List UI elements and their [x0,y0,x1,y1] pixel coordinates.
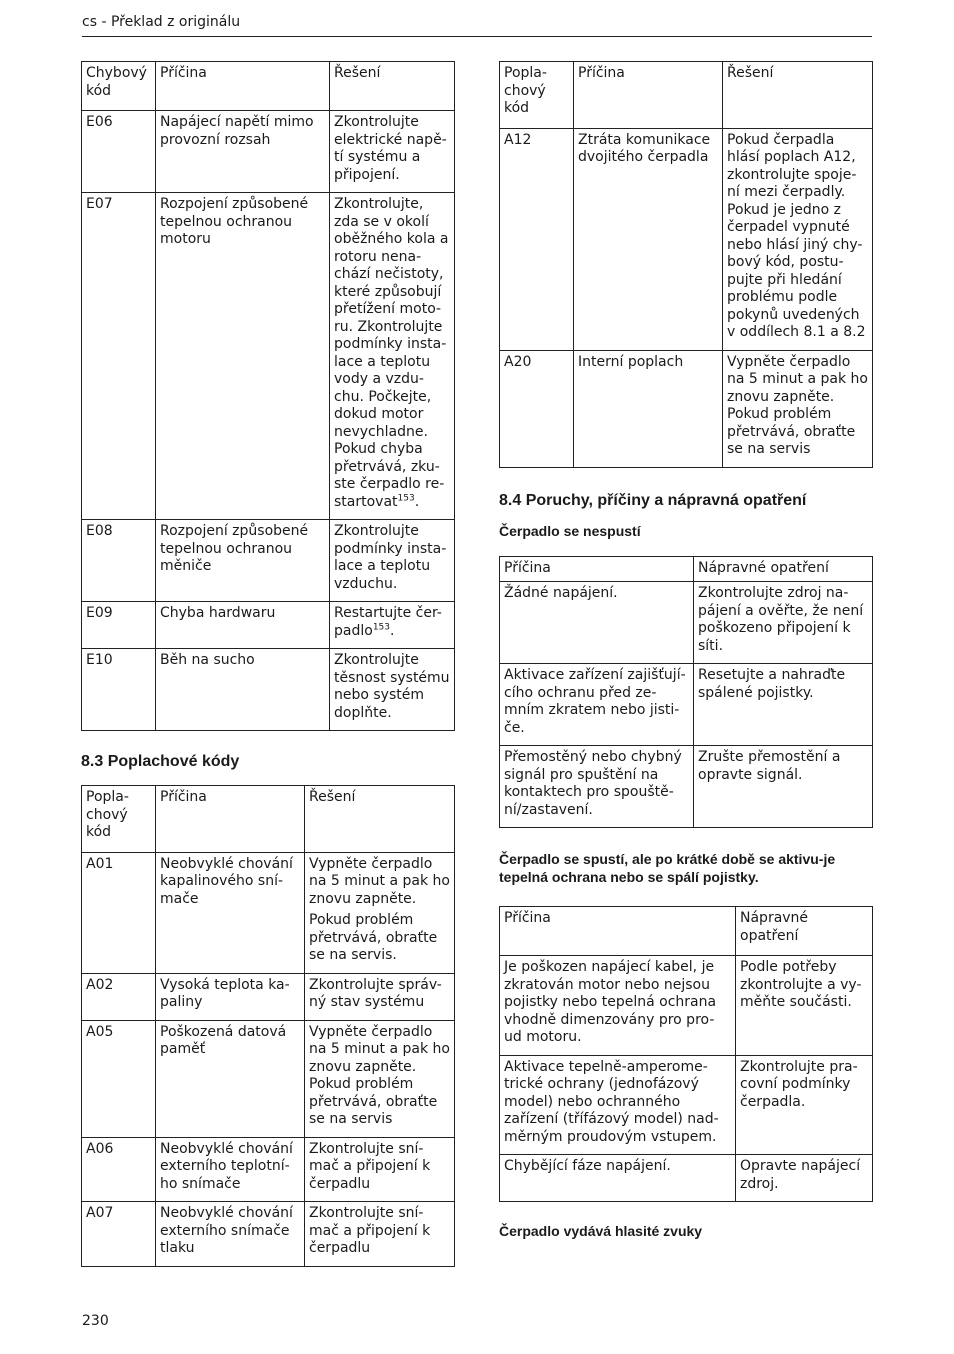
table-header-row [82,786,455,853]
error-code: E10 [82,649,156,731]
table-row [82,602,455,649]
alarm-solution: Zkontrolujte sní-mač a připojení k čerpadlu [305,1202,455,1267]
table-row [500,1055,873,1155]
alarm-code: A01 [82,852,156,973]
header-cause: Příčina [156,786,305,853]
table-row [82,1137,455,1202]
error-cause: Rozpojení způsobené tepelnou ochranou motoru [156,193,330,520]
table-row [500,956,873,1056]
fault-remedy: Zkontrolujte zdroj na-pájení a ověřte, že není poškozeno připojení k síti. [694,582,873,664]
error-code-table [81,61,455,731]
alarm-code: A06 [82,1137,156,1202]
table-row [500,746,873,828]
solution-paragraph: Vypněte čerpadlo na 5 minut a pak ho znovu zapněte. [309,855,450,907]
alarm-solution: Pokud čerpadla hlásí poplach A12, zkontrolujte spoje-ní mezi čerpadly. Pokud je jedno z čerpadel vypnuté nebo hlásí jiný chy-bový kód, postu-pujte při hledání problému podle pokynů uvedených v oddílech 8.1 a 8.2 [723,128,873,350]
subheading-pump-starts-then-trips: Čerpadlo se spustí, ale po krátké době se aktivu-je tepelná ochrana nebo se spálí pojistky. [499,851,836,885]
alarm-code-table [81,785,455,1267]
table-row [500,664,873,746]
table-row [500,582,873,664]
table-row [82,973,455,1020]
section-title-8-3: 8.3 Poplachové kódy [81,753,240,770]
header-code: Popla-chový kód [82,786,156,853]
page-number: 230 [82,1313,109,1329]
fault-remedy: Zrušte přemostění a opravte signál. [694,746,873,828]
fault-cause: Aktivace zařízení zajišťují-cího ochranu před ze-mním zkratem nebo jisti-če. [500,664,694,746]
fault-cause: Žádné napájení. [500,582,694,664]
left-column [81,61,455,1267]
fault-remedy: Opravte napájecí zdroj. [736,1155,873,1202]
error-code: E07 [82,193,156,520]
alarm-code: A02 [82,973,156,1020]
alarm-cause: Interní poplach [574,350,723,467]
table-row [82,649,455,731]
solution-suffix: . [414,493,420,510]
error-cause: Napájecí napětí mimo provozní rozsah [156,111,330,193]
table-row [82,520,455,602]
fault-table-thermal-protection [499,906,873,1202]
section-title-8-4: 8.4 Poruchy, příčiny a nápravná opatření [499,491,807,509]
table-header-row [500,62,873,129]
alarm-solution: Zkontrolujte sní-mač a připojení k čerpadlu [305,1137,455,1202]
alarm-solution: Zkontrolujte správ-ný stav systému [305,973,455,1020]
fault-cause: Je poškozen napájecí kabel, je zkratován motor nebo nejsou pojistky nebo tepelná ochrana vhodně dimenzovány pro pro-ud motoru. [500,956,736,1056]
alarm-cause: Poškozená datová paměť [156,1020,305,1137]
alarm-cause: Ztráta komunikace dvojitého čerpadla [574,128,723,350]
solution-text: Zkontrolujte, zda se v okolí oběžného kola a rotoru nena-chází nečistoty, které způsobují přetížení moto-ru. Zkontrolujte podmínky insta-lace a teplotu vody a vzdu-chu. Počkejte, dokud motor nevychladne. Pokud chyba přetrvává, zku-ste čerpadlo re-startovat [334,196,449,510]
alarm-code-table-continued [499,61,873,468]
subheading-pump-noisy: Čerpadlo vydává hlasité zvuky [499,1223,703,1239]
alarm-code: A05 [82,1020,156,1137]
solution-text: Restartujte čer-padlo [334,605,442,639]
right-column [499,61,873,1240]
alarm-solution [305,852,455,973]
page-header: cs - Překlad z originálu [82,14,872,37]
table-row [82,1020,455,1137]
fault-cause: Chybějící fáze napájení. [500,1155,736,1202]
solution-paragraph: Pokud problém přetrvává, obraťte se na servis. [309,912,438,963]
header-remedy: Nápravné opatření [694,556,873,582]
fault-table-not-starting [499,556,873,829]
error-solution [330,602,455,649]
footnote-ref: 153 [372,621,390,632]
table-row [82,193,455,520]
fault-remedy: Podle potřeby zkontrolujte a vy-měňte součásti. [736,956,873,1056]
fault-remedy: Resetujte a nahraďte spálené pojistky. [694,664,873,746]
fault-cause: Aktivace tepelně-amperome-trické ochrany (jednofázový model) nebo ochranného zařízení (třífázový model) nad-měrným proudovým vstupem. [500,1055,736,1155]
alarm-code: A07 [82,1202,156,1267]
error-solution [330,193,455,520]
alarm-code: A20 [500,350,574,467]
footnote-ref: 153 [397,492,415,503]
table-row [500,350,873,467]
table-header-row [82,62,455,111]
header-code: Popla-chový kód [500,62,574,129]
error-code: E08 [82,520,156,602]
alarm-solution: Vypněte čerpadlo na 5 minut a pak ho znovu zapněte. Pokud problém přetrvává, obraťte se na servis [723,350,873,467]
error-solution: Zkontrolujte těsnost systému nebo systém doplňte. [330,649,455,731]
alarm-cause: Vysoká teplota ka-paliny [156,973,305,1020]
alarm-solution: Vypněte čerpadlo na 5 minut a pak ho znovu zapněte. Pokud problém přetrvává, obraťte se na servis [305,1020,455,1137]
error-cause: Rozpojení způsobené tepelnou ochranou měniče [156,520,330,602]
header-solution: Řešení [723,62,873,129]
header-remedy: Nápravné opatření [736,907,873,956]
alarm-cause: Neobvyklé chování kapalinového sní-mače [156,852,305,973]
table-header-row [500,556,873,582]
alarm-code: A12 [500,128,574,350]
error-code: E09 [82,602,156,649]
table-row [82,111,455,193]
header-cause: Příčina [574,62,723,129]
header-cause: Příčina [156,62,330,111]
alarm-cause: Neobvyklé chování externího teplotní-ho snímače [156,1137,305,1202]
error-code: E06 [82,111,156,193]
header-solution: Řešení [330,62,455,111]
fault-remedy: Zkontrolujte pra-covní podmínky čerpadla. [736,1055,873,1155]
error-cause: Chyba hardwaru [156,602,330,649]
table-row [82,852,455,973]
table-header-row [500,907,873,956]
table-row [82,1202,455,1267]
error-solution: Zkontrolujte elektrické napě-tí systému a připojení. [330,111,455,193]
table-row [500,128,873,350]
header-solution: Řešení [305,786,455,853]
header-code: Chybový kód [82,62,156,111]
header-cause: Příčina [500,907,736,956]
table-row [500,1155,873,1202]
alarm-cause: Neobvyklé chování externího snímače tlaku [156,1202,305,1267]
error-cause: Běh na sucho [156,649,330,731]
fault-cause: Přemostěný nebo chybný signál pro spuštění na kontaktech pro spouště-ní/zastavení. [500,746,694,828]
header-cause: Příčina [500,556,694,582]
solution-suffix: . [390,622,395,639]
error-solution: Zkontrolujte podmínky insta-lace a teplotu vzduchu. [330,520,455,602]
subheading-pump-not-starting: Čerpadlo se nespustí [499,522,641,539]
